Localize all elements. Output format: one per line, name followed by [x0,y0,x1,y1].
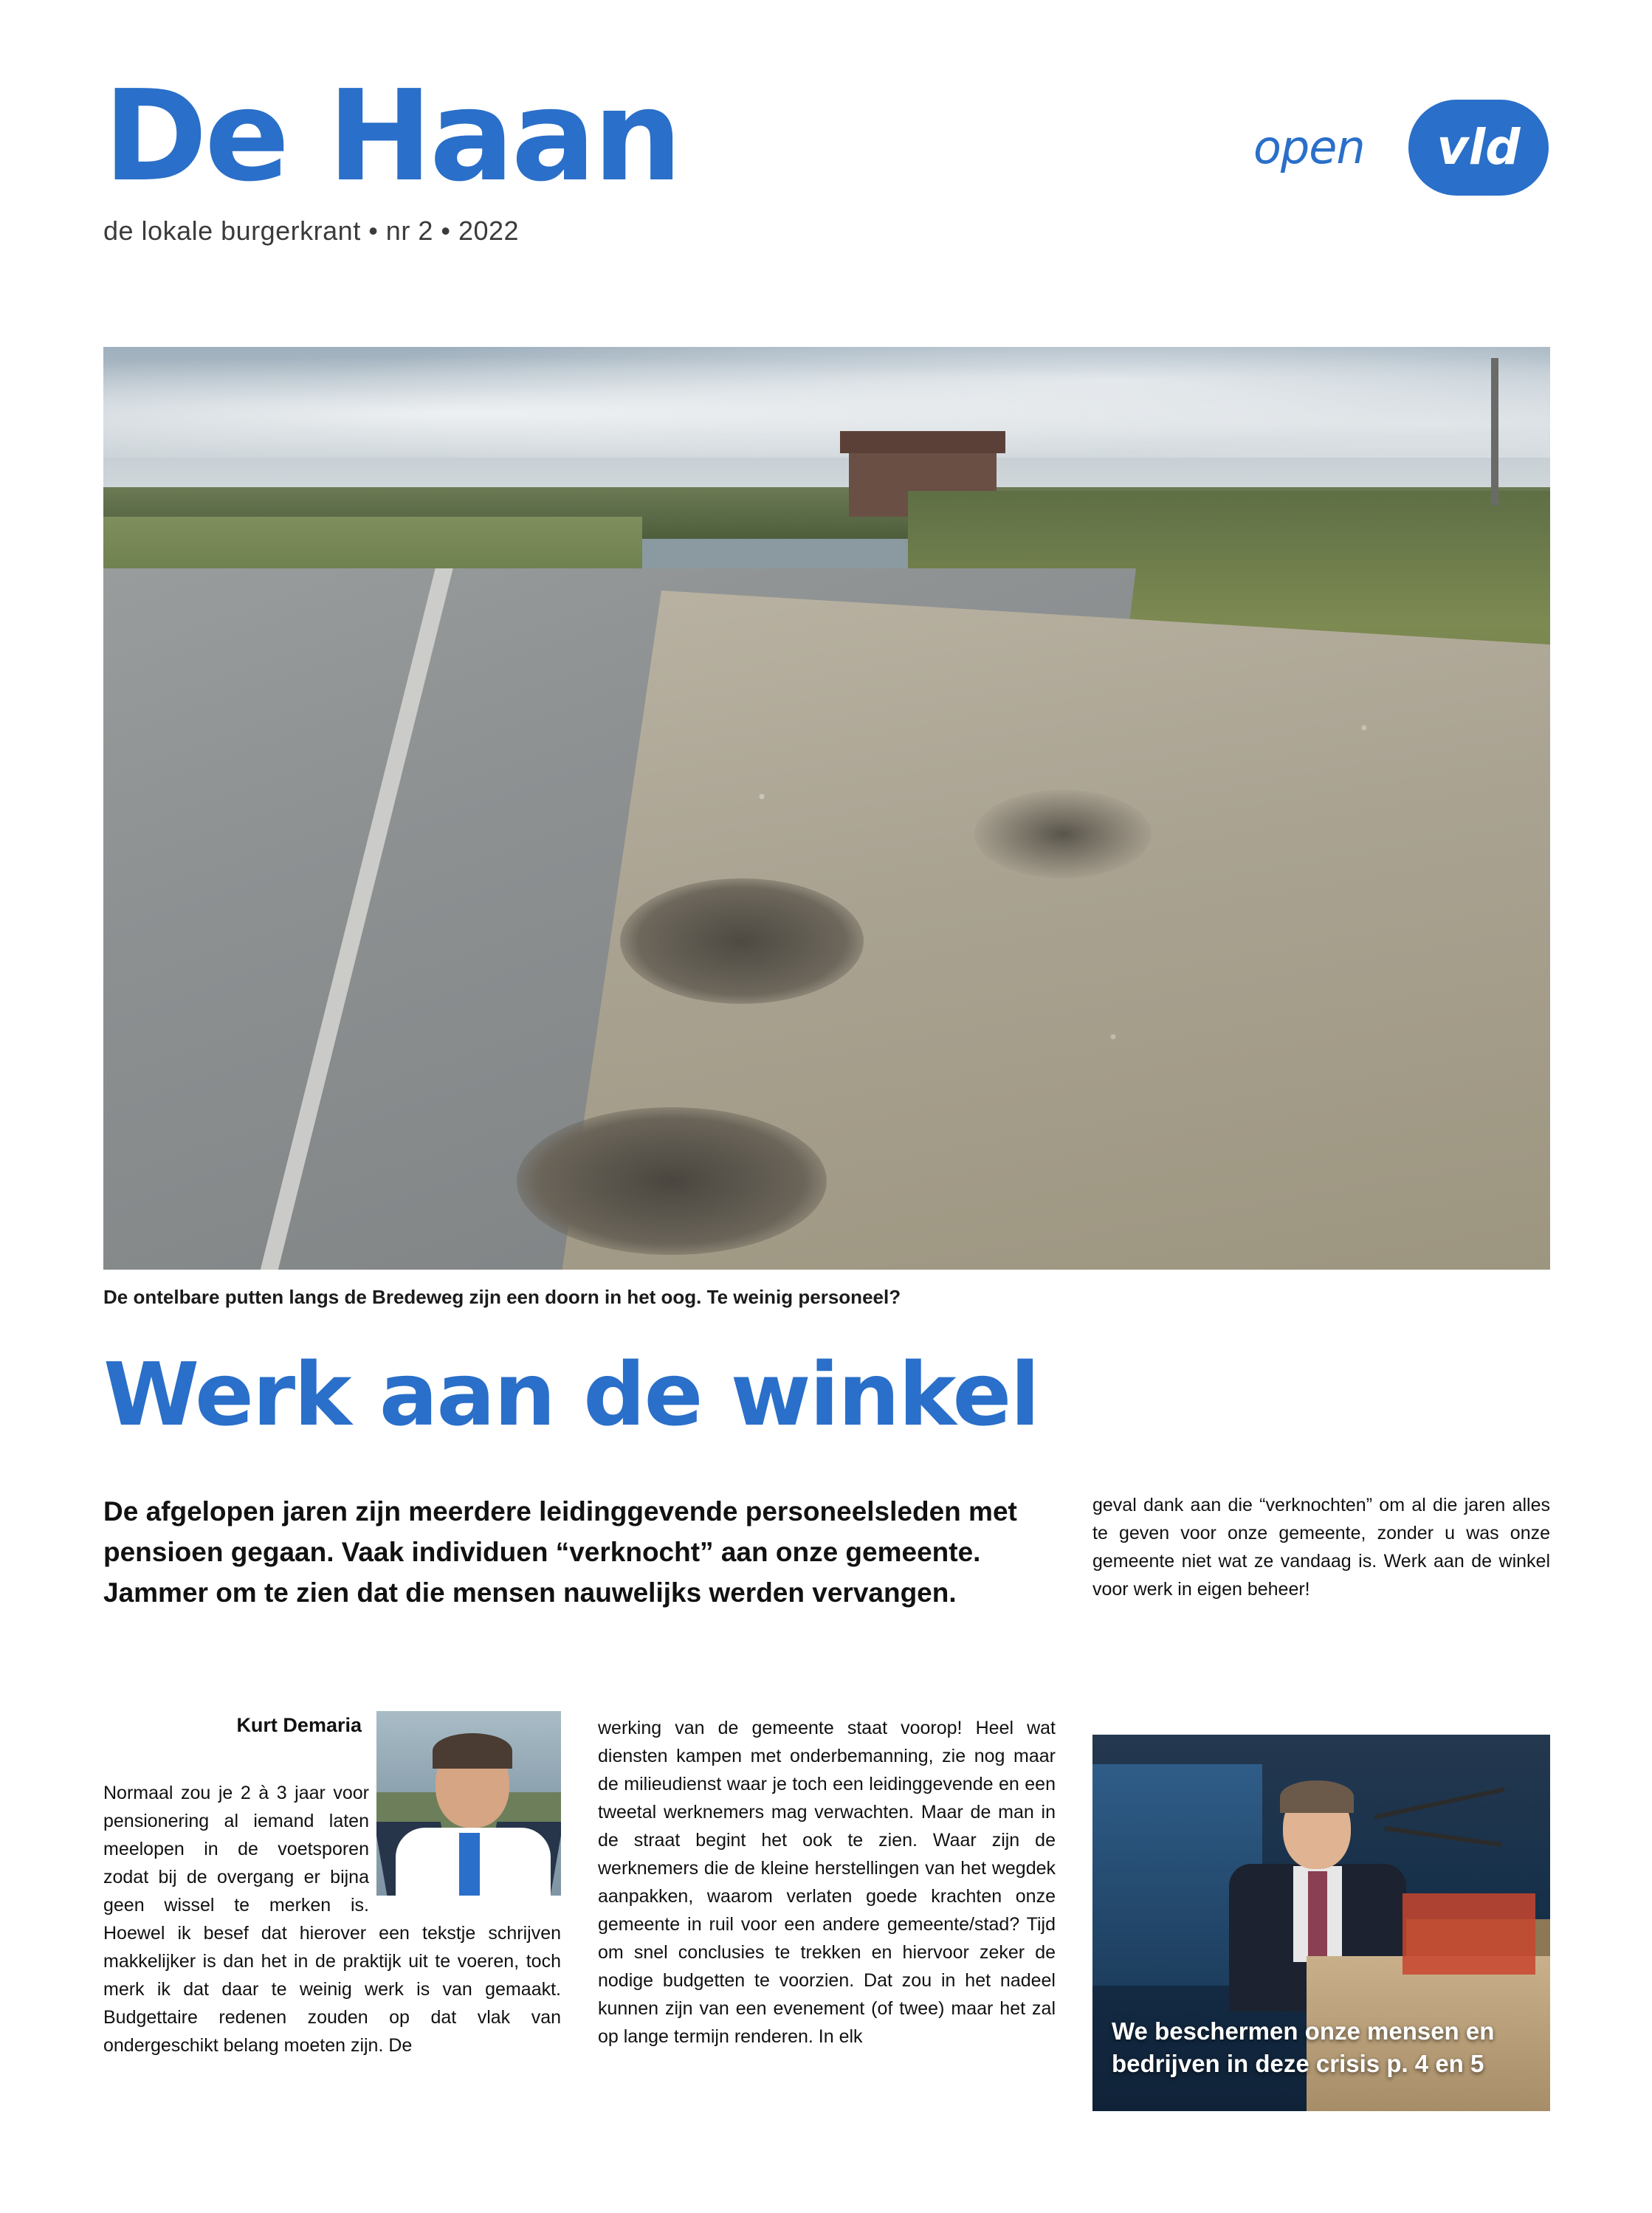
portrait-hair [433,1733,512,1769]
openvld-logo [1253,100,1549,199]
logo-badge-shape [1408,100,1549,196]
masthead-subtitle: de lokale burgerkrant • nr 2 • 2022 [103,216,520,246]
photo-pothole [620,878,864,1004]
promo-caption: We beschermen onze mensen en bedrijven in deze crisis p. 4 en 5 [1112,2017,1495,2077]
promo-person-hair [1280,1780,1354,1813]
promo-box[interactable] [1092,1735,1550,2111]
article-intro-continuation: geval dank aan die “verknochten” om al die jaren alles te geven voor onze gemeente, zonder u was onze gemeente niet wat ze vandaag is. Werk aan de winkel voor werk in eigen beheer! [1092,1495,1550,1600]
article-headline: Werk aan de winkel [103,1343,1039,1445]
logo-open-text: open [1253,120,1365,174]
hero-photo [103,347,1550,1270]
article-body-column-2: werking van de gemeente staat voorop! Heel wat diensten kampen met onderbemanning, zie nog maar de milieudienst waar je toch een leidinggevende en een tweetal werknemers mag verwachten. Maar de man in de straat begint het ook te zien. Waar zijn de werknemers die de kleine herstellingen van het wegdek aanpakken, waarom verlaten goede krachten onze gemeente in ruil voor een andere gemeente/stad? Tijd om snel conclusies te trekken en hiervoor zeker de nodige budgetten te voorzien. Dat zou in het nadeel kunnen zijn van een evenement (of twee) maar het zal op lange termijn renderen. In elk [598,1718,1056,2047]
photo-utility-pole [1491,358,1498,506]
article-lead: De afgelopen jaren zijn meerdere leidinggevende personeelsleden met pensioen gegaan. Vaak individuen “verknocht” aan onze gemeente. Jammer om te zien dat die mensen nauwelijks werden vervangen. [103,1496,1017,1608]
promo-person-tie [1308,1871,1327,1964]
article-body-column-1-text: Normaal zou je 2 à 3 jaar voor pensionering al iemand laten meelopen in de voetsporen zodat bij de overgang er bijna geen wissel te merken is. Hoewel ik besef dat hierover een tekstje schrijven makkelijker is dan het in de praktijk uit te voeren, toch merk ik dat daar te weinig werk is van gemaakt. Budgettaire redenen zouden op dat vlak van ondergeschikt belang moeten zijn. De [103,1783,561,2056]
promo-red-object [1403,1893,1535,1975]
article-body-column-1 [103,1779,561,2059]
photo-pothole [517,1107,827,1255]
page-title: De Haan [103,63,680,210]
logo-vld-text: vld [1436,119,1521,176]
portrait-text-wrap-spacer [369,1779,561,1912]
photo-clouds [103,347,1550,458]
photo-pothole [974,790,1152,878]
article-byline: Kurt Demaria [236,1714,362,1736]
photo-caption: De ontelbare putten langs de Bredeweg zijn een doorn in het oog. Te weinig personeel? [103,1286,901,1308]
